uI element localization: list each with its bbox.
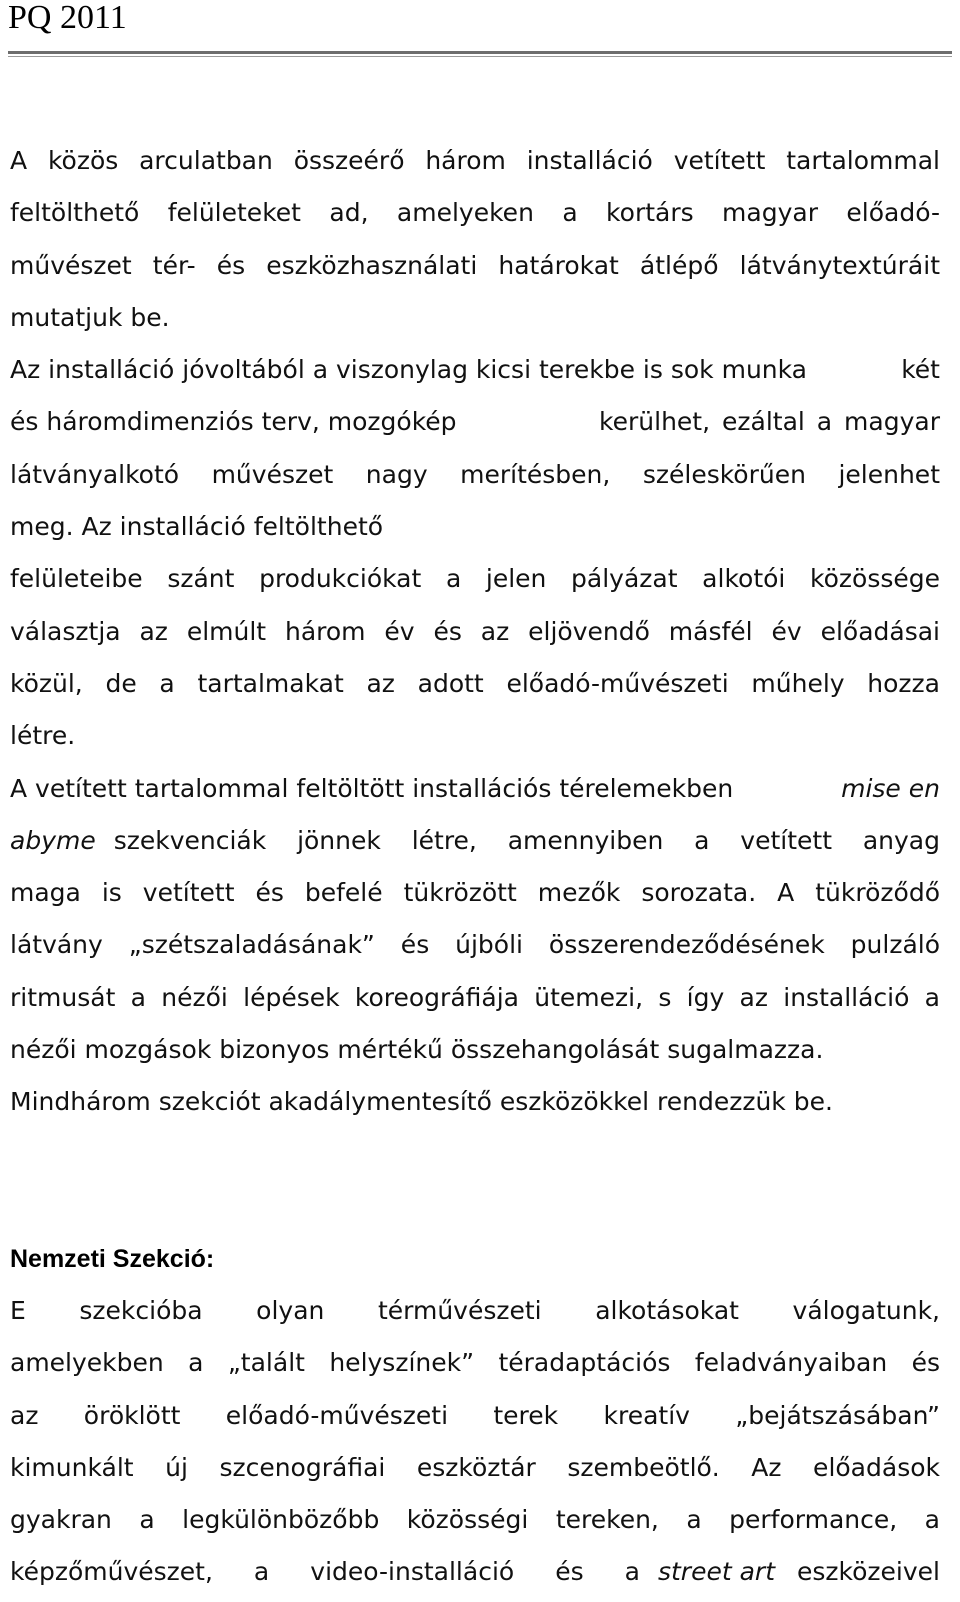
text-line: ritmusát a nézői lépések koreográfiája ütemezi, s így az installáció a [10, 982, 940, 1012]
text-line: E szekcióba olyan térművészeti alkotásokat válogatunk, [10, 1295, 940, 1325]
section-heading: Nemzeti Szekció: [10, 1244, 215, 1273]
italic-term: street art [657, 1557, 776, 1587]
text-line: felületeibe szánt produkciókat a jelen pályázat alkotói közössége [10, 564, 940, 594]
text-line: az öröklött előadó-művészeti terek kreatív „bejátszásában” [10, 1400, 940, 1430]
text-line: gyakran a legkülönbözőbb közösségi tereken, a performance, a [10, 1505, 940, 1535]
text-line: A közös arculatban összeérő három installáció vetített tartalommal [10, 146, 940, 175]
header-rule-thin [8, 56, 952, 57]
page-header [8, 0, 952, 58]
text-line: maga is vetített és befelé tükrözött mezők sorozata. A tükröződő [10, 878, 940, 908]
paragraph-spacer [10, 1132, 940, 1236]
text-line: választja az elmúlt három év és az eljövendő másfél év előadásai [10, 616, 940, 646]
text-fragment: két [901, 355, 940, 385]
text-line: létre. [10, 721, 76, 751]
text-line: kimunkált új szcenográfiai eszköztár szembeötlő. Az előadások [10, 1452, 940, 1482]
text-fragment: és háromdimenziós terv, mozgókép [10, 407, 457, 437]
text-line: művészet tér- és eszközhasználati határokat átlépő látványtextúráit [10, 250, 940, 280]
document-body [10, 138, 940, 1602]
italic-term: abyme [10, 825, 96, 855]
text-fragment: A vetített tartalommal feltöltött installációs térelemekben [10, 773, 734, 803]
text-line: mutatjuk be. [10, 302, 170, 332]
text-line [10, 347, 940, 399]
text-line [10, 399, 940, 451]
italic-term: mise en [841, 773, 940, 803]
header-rule [8, 51, 952, 54]
text-line: Mindhárom szekciót akadálymentesítő eszközökkel rendezzük be. [10, 1087, 833, 1117]
text-fragment: képzőművészet, a video-installáció és a [10, 1557, 640, 1587]
page-title: PQ 2011 [8, 0, 127, 36]
text-line [10, 1549, 940, 1601]
text-line: amelyekben a „talált helyszínek” téradaptációs feladványaiban és [10, 1348, 940, 1378]
text-line: közül, de a tartalmakat az adott előadó-művészeti műhely hozza [10, 668, 940, 698]
text-fragment: szekvenciák jönnek létre, amennyiben a vetített anyag [113, 825, 940, 855]
text-line: látványalkotó művészet nagy merítésben, széleskörűen jelenhet [10, 459, 940, 489]
text-line: feltölthető felületeket ad, amelyeken a kortárs magyar előadó- [10, 198, 940, 228]
text-line: látvány „szétszaladásának” és újbóli összerendeződésének pulzáló [10, 930, 940, 960]
text-fragment: Az installáció jóvoltából a viszonylag kicsi terekbe is sok munka [10, 355, 807, 385]
text-fragment: eszközeivel [797, 1557, 940, 1587]
text-line [10, 766, 940, 818]
text-line [10, 818, 940, 870]
text-line: nézői mozgások bizonyos mértékű összehangolását sugalmazza. [10, 1035, 824, 1065]
text-fragment: kerülhet, ezáltal a magyar [599, 407, 940, 437]
text-line: meg. Az installáció feltölthető [10, 512, 384, 542]
